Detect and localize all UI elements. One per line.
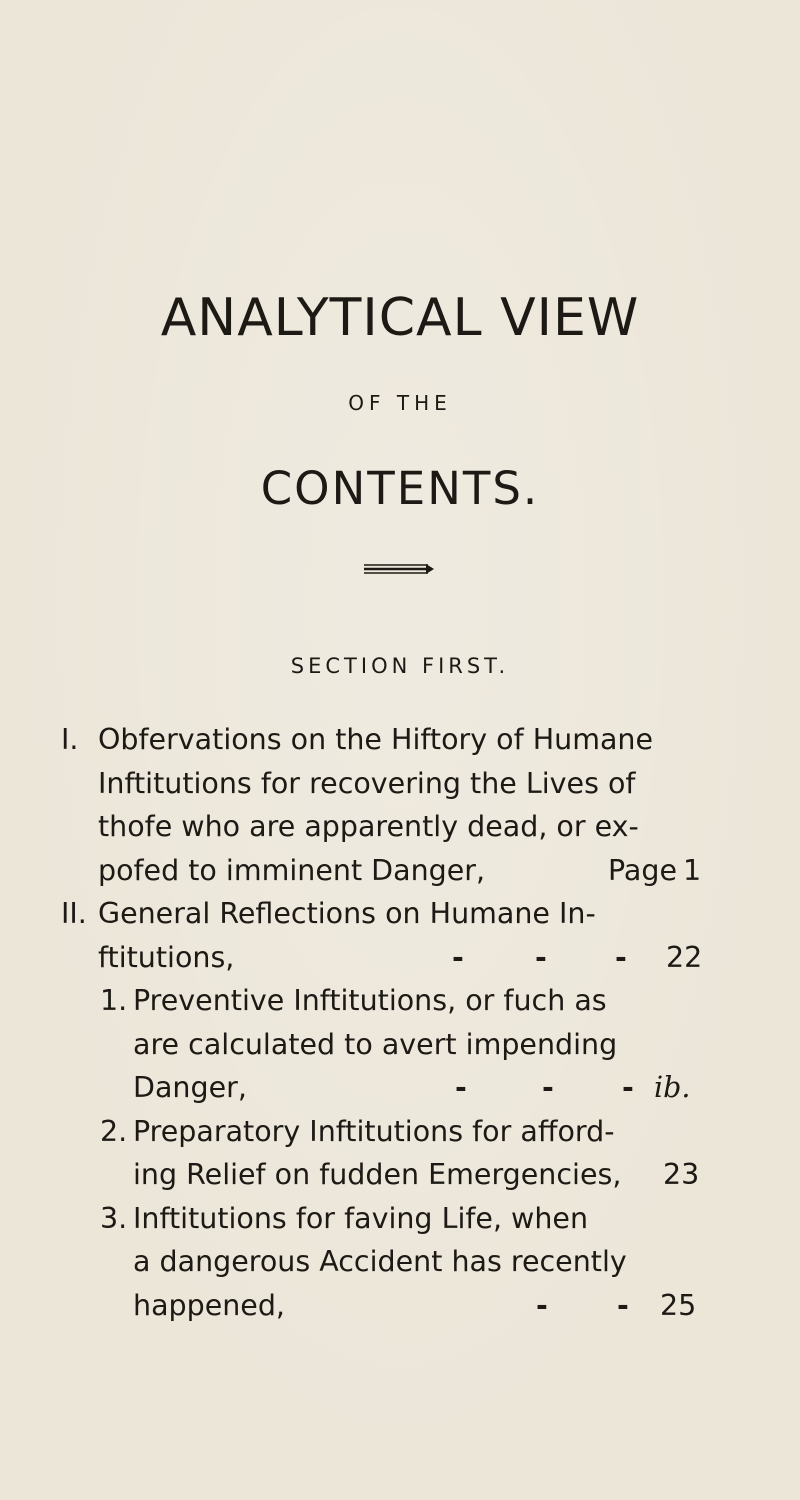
leader-dash: - bbox=[455, 1071, 467, 1104]
entry-text-line: are calculated to avert impending bbox=[133, 1027, 618, 1061]
entry-number: 2. bbox=[100, 1114, 128, 1148]
page-label: Page bbox=[608, 853, 677, 887]
page-number: 25 bbox=[660, 1288, 697, 1322]
entry-text-line: Danger, bbox=[133, 1071, 247, 1104]
entry-text-line: a dangerous Accident has recently bbox=[133, 1245, 627, 1278]
section-heading: SECTION FIRST. bbox=[290, 654, 510, 678]
entry-text-line: ing Relief on fudden Emergencies, bbox=[133, 1158, 622, 1191]
page-number: 22 bbox=[666, 940, 703, 974]
entry-number: 3. bbox=[100, 1201, 128, 1235]
entry-text-line: Preventive Inftitutions, or fuch as bbox=[133, 984, 607, 1017]
leader-dash: - bbox=[536, 1288, 548, 1322]
entry-text-line: happened, bbox=[133, 1288, 285, 1322]
page-subtitle: CONTENTS. bbox=[260, 462, 540, 515]
entry-number: I. bbox=[61, 723, 79, 756]
entry-text-line: Preparatory Inftitutions for afford- bbox=[133, 1114, 615, 1148]
leader-dash: - bbox=[452, 940, 464, 974]
leader-dash: - bbox=[542, 1071, 554, 1104]
entry-text-line: Obfervations on the Hiftory of Humane bbox=[98, 723, 654, 756]
entry-text-line: pofed to imminent Danger, bbox=[98, 853, 486, 887]
ornamental-divider bbox=[362, 562, 434, 576]
title-connector: OF THE bbox=[348, 391, 452, 415]
leader-dash: - bbox=[535, 940, 547, 974]
leader-dash: - bbox=[615, 940, 627, 974]
page-number: 1 bbox=[683, 853, 702, 887]
page-title: ANALYTICAL VIEW bbox=[160, 288, 640, 348]
entry-number: II. bbox=[61, 897, 87, 930]
leader-dash: - bbox=[617, 1288, 629, 1322]
leader-dash: - bbox=[622, 1071, 634, 1104]
entry-number: 1. bbox=[100, 984, 128, 1017]
entry-text-line: ftitutions, bbox=[98, 940, 235, 974]
page-number: ib. bbox=[654, 1071, 691, 1104]
page-number: 23 bbox=[663, 1158, 700, 1191]
entry-text-line: General Reflections on Humane In- bbox=[98, 897, 596, 930]
entry-text-line: Inftitutions for recovering the Lives of bbox=[98, 766, 636, 800]
entry-text-line: Inftitutions for faving Life, when bbox=[133, 1201, 589, 1235]
entry-text-line: thofe who are apparently dead, or ex- bbox=[98, 810, 639, 843]
